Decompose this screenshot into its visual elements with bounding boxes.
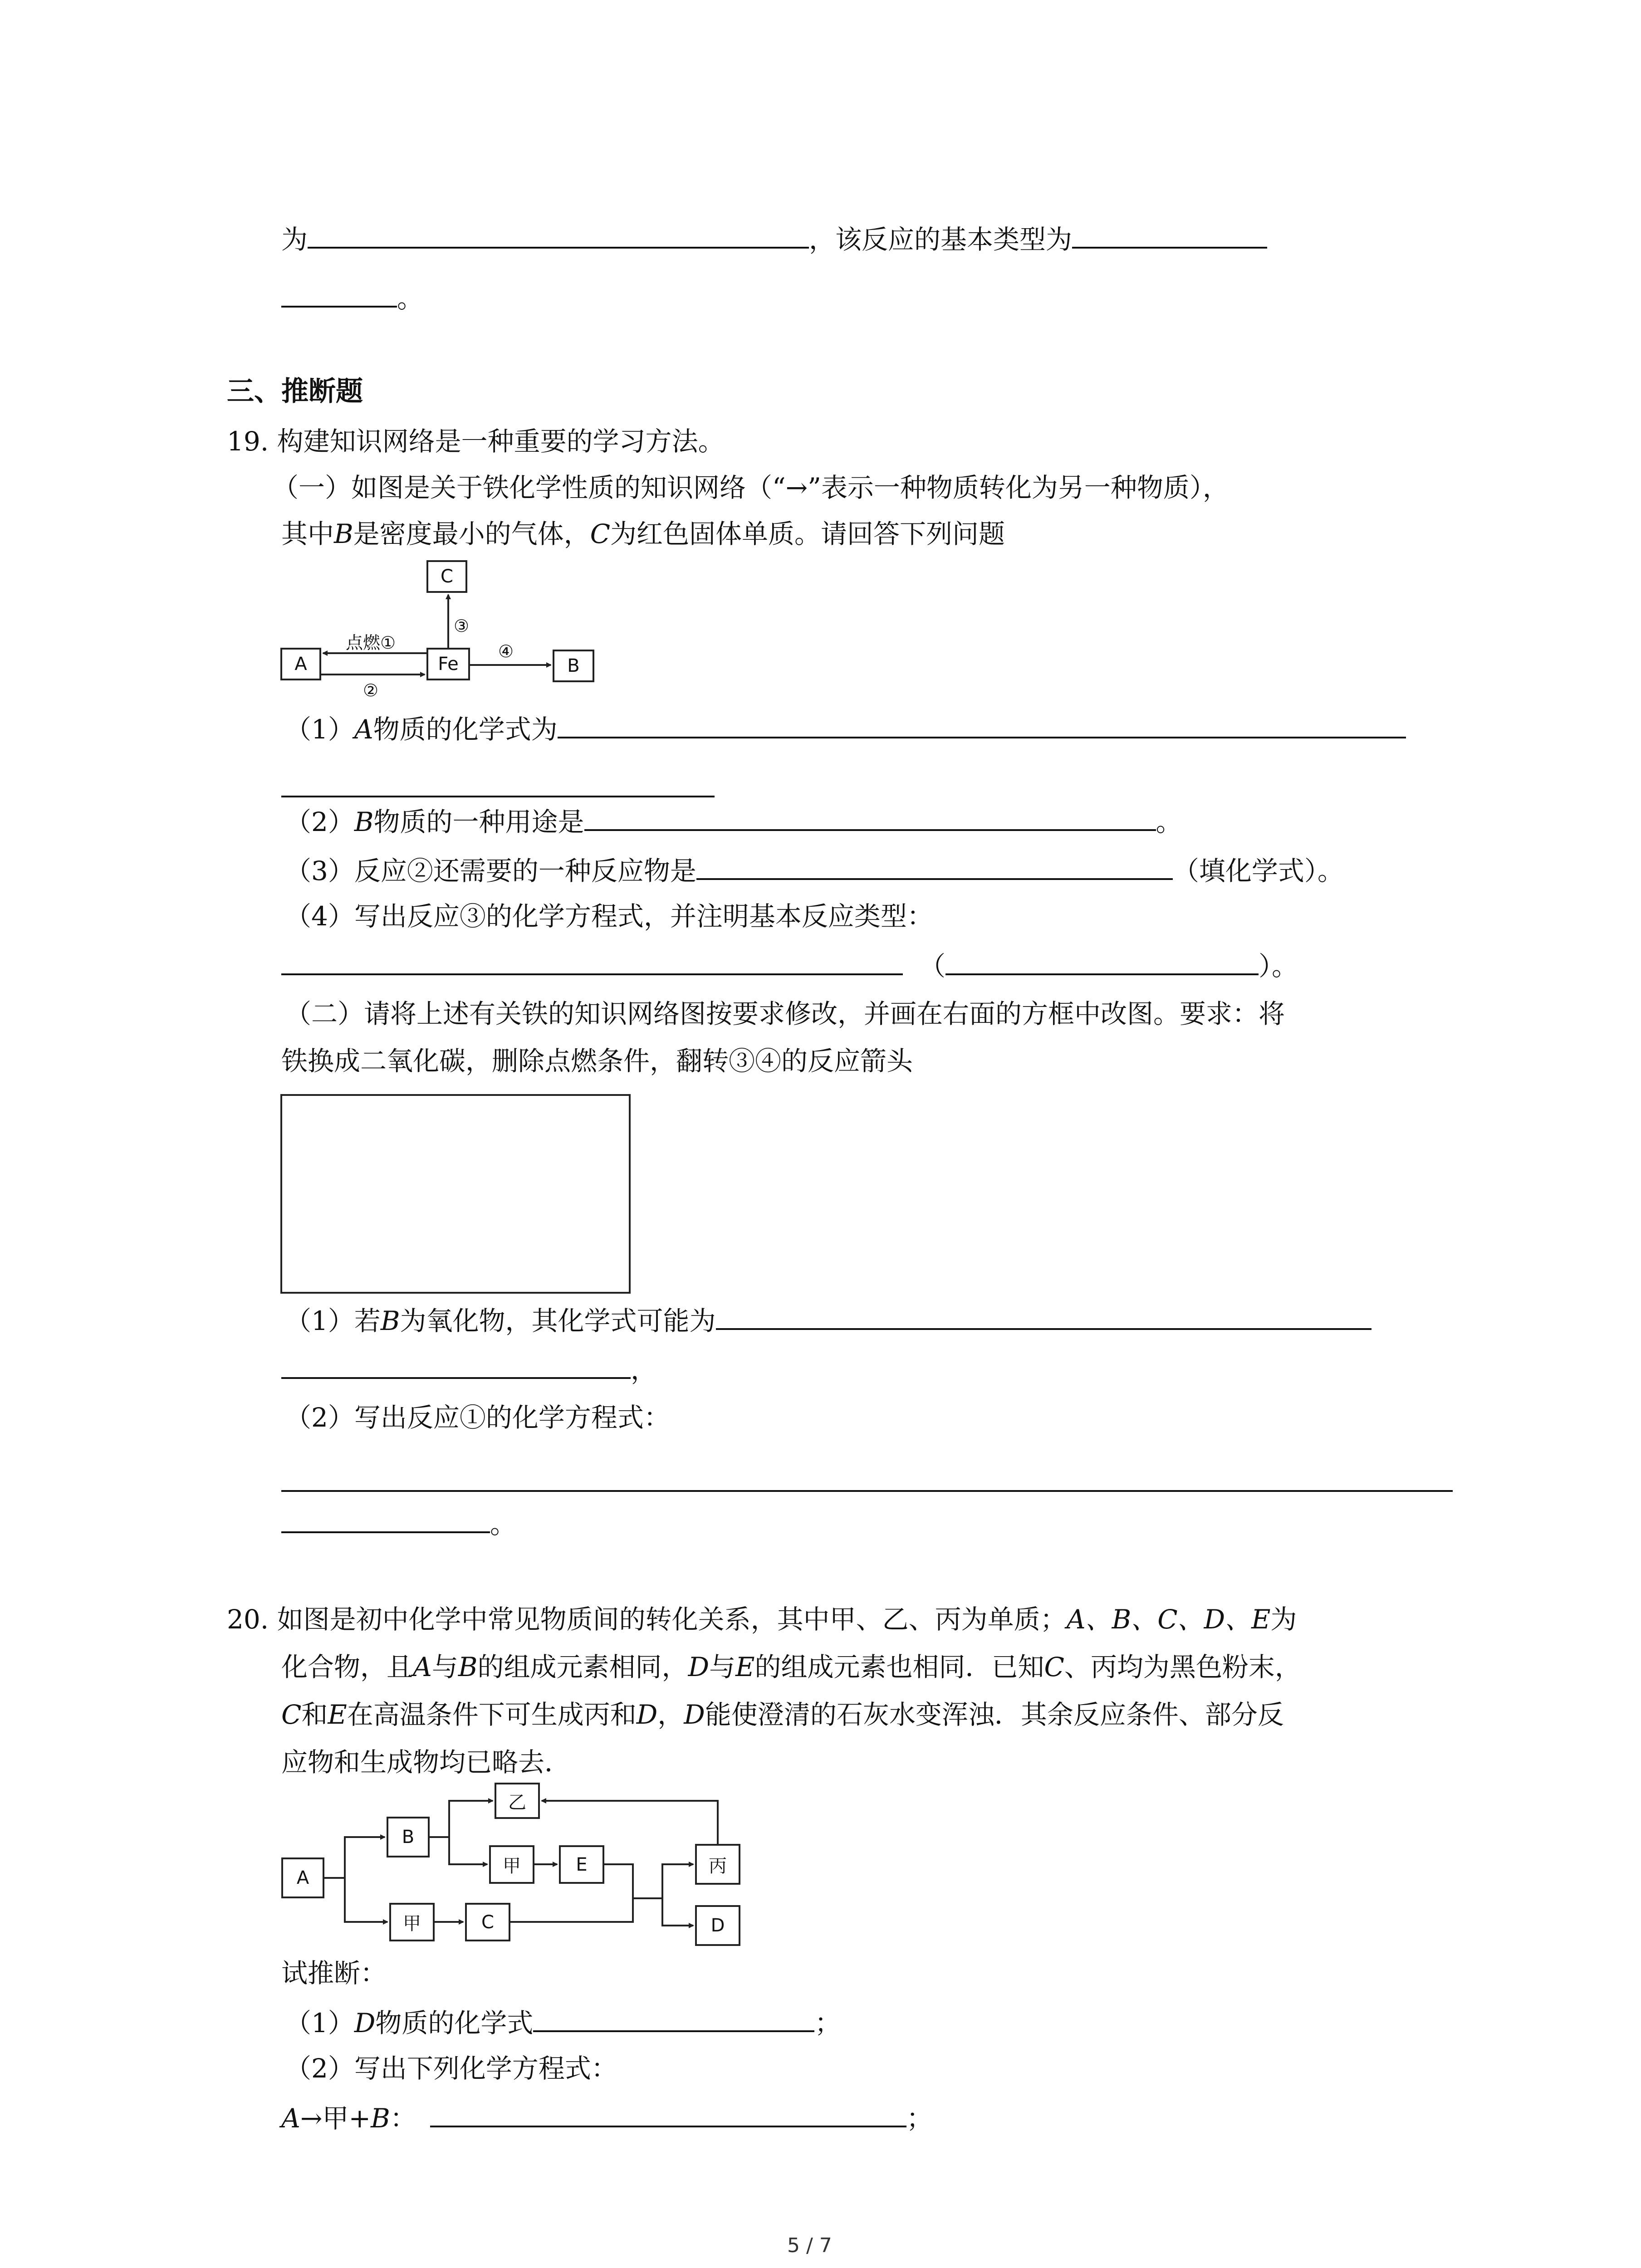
- q20-1: [285, 2005, 841, 2039]
- text: 和: [301, 1699, 328, 1730]
- arrow-to-bing: [662, 1864, 693, 1898]
- var: A: [413, 1652, 432, 1682]
- period: 。: [490, 1509, 517, 1540]
- var-D: D: [354, 2008, 376, 2038]
- text: 是密度最小的气体，: [353, 518, 590, 549]
- text: 、丙均为黑色粉末，: [1064, 1652, 1301, 1682]
- page-number: 5 / 7: [787, 2234, 832, 2257]
- text: 在高温条件下可生成丙和: [347, 1699, 637, 1730]
- period: 。: [397, 283, 424, 314]
- q20-eq: [281, 2100, 933, 2134]
- q19-part2-line-a: （二）请将上述有关铁的知识网络图按要求修改，并画在右面的方框中改图。要求：将: [285, 998, 1285, 1029]
- q19-part1-line-a: （一）如图是关于铁化学性质的知识网络（“→”表示一种物质转化为另一种物质），: [272, 472, 1229, 503]
- text: （1）: [285, 714, 354, 745]
- diagram2-box-B: B: [387, 1817, 430, 1857]
- q20-line-d: 应物和生成物均已略去．: [281, 1747, 571, 1778]
- var: C: [1044, 1652, 1064, 1682]
- diagram1-box-B: B: [553, 650, 594, 682]
- text: 物质的一种用途是: [373, 807, 584, 837]
- var: D: [684, 1699, 705, 1730]
- text: 20. 如图是初中化学中常见物质间的转化关系，其中甲、乙、丙为单质；: [227, 1604, 1067, 1635]
- var-A: A: [281, 2103, 300, 2134]
- text: （3）反应②还需要的一种反应物是: [285, 855, 696, 886]
- open-paren: （: [919, 951, 946, 982]
- diagram2-box-A: A: [281, 1857, 324, 1898]
- text: 为: [1270, 1604, 1297, 1635]
- text: 与: [431, 1652, 458, 1682]
- text: （1）: [285, 2008, 354, 2038]
- var: D: [636, 1699, 658, 1730]
- diagram1-box-Fe: Fe: [426, 648, 470, 680]
- text: 的组成元素相同，: [477, 1652, 688, 1682]
- diagram2-box-yi: 乙: [495, 1783, 540, 1819]
- text: →甲+: [300, 2103, 371, 2134]
- var: D: [688, 1652, 710, 1682]
- text: 物质的化学式: [375, 2008, 534, 2038]
- q19-stem: 19. 构建知识网络是一种重要的学习方法。: [227, 426, 725, 457]
- var-B: B: [371, 2103, 390, 2134]
- diagram2-box-bing: 丙: [695, 1844, 740, 1885]
- period: 。: [1156, 807, 1182, 837]
- text: 化合物，且: [281, 1652, 413, 1682]
- var-A: A: [354, 714, 373, 745]
- text: ：: [390, 2103, 416, 2134]
- arrow-a-to-jia: [345, 1878, 387, 1922]
- label-reaction-3: ③: [454, 616, 470, 636]
- q19-part2-line-b: 铁换成二氧化碳，删除点燃条件，翻转③④的反应箭头: [281, 1046, 913, 1076]
- q19-p2-2: （2）写出反应①的化学方程式：: [285, 1402, 670, 1433]
- q20-2: （2）写出下列化学方程式：: [285, 2053, 617, 2084]
- section-heading: 三、推断题: [227, 376, 363, 407]
- q20-try: 试推断：: [281, 1958, 387, 1989]
- text: 的组成元素也相同．已知: [754, 1652, 1044, 1682]
- semicolon: ；: [906, 2103, 933, 2134]
- text: 物质的化学式为: [373, 714, 558, 745]
- answer-blank-20-2[interactable]: [430, 2100, 906, 2127]
- diagram2-box-jia-2: 甲: [389, 1903, 435, 1941]
- diagram2-box-D: D: [695, 1905, 740, 1946]
- arrow-to-d: [662, 1898, 693, 1926]
- comma: ，: [631, 1354, 657, 1385]
- diagram1-box-A: A: [280, 648, 321, 680]
- diagram2-box-jia-1: 甲: [489, 1845, 534, 1884]
- var-B: B: [380, 1305, 400, 1336]
- var-B: B: [334, 518, 353, 549]
- var: E: [735, 1652, 755, 1682]
- text: 与: [709, 1652, 736, 1682]
- label-reaction-4: ④: [498, 641, 514, 661]
- var: B: [458, 1652, 478, 1682]
- text: 能使澄清的石灰水变浑浊．其余反应条件、部分反: [705, 1699, 1284, 1730]
- label-ignite-1: 点燃①: [346, 633, 396, 653]
- text: ，: [657, 1699, 684, 1730]
- text: 其中: [281, 518, 334, 549]
- text: 为红色固体单质。请回答下列问题: [610, 518, 1005, 549]
- q19-4: （4）写出反应③的化学方程式，并注明基本反应类型：: [285, 901, 933, 932]
- text: （填化学式）。: [1172, 855, 1344, 886]
- arrow-bing-to-yi: [542, 1801, 718, 1844]
- var: C: [281, 1699, 302, 1730]
- vars: A、B、C、D、E: [1066, 1604, 1271, 1635]
- answer-blank-20-1[interactable]: [533, 2005, 814, 2032]
- text: （2）: [285, 807, 354, 837]
- label-reaction-2: ②: [363, 680, 379, 700]
- diagram2-box-E: E: [559, 1845, 604, 1884]
- var-C: C: [590, 518, 611, 549]
- text-reaction-type: ，该反应的基本类型为: [809, 224, 1073, 255]
- text-wei: 为: [281, 224, 308, 255]
- arrow-b-to-jia: [449, 1837, 487, 1864]
- semicolon: ；: [814, 2008, 841, 2038]
- text: 为氧化物，其化学式可能为: [400, 1305, 716, 1336]
- var: E: [328, 1699, 347, 1730]
- arrow-b-to-yi: [430, 1801, 493, 1837]
- close-paren: ）。: [1259, 951, 1298, 982]
- merge-e-c: [510, 1864, 633, 1922]
- var-B: B: [354, 807, 374, 837]
- diagram2-box-C: C: [465, 1903, 510, 1941]
- arrow-a-to-b: [324, 1837, 385, 1878]
- diagram1-box-C: C: [426, 560, 467, 593]
- text: （1）若: [285, 1305, 381, 1336]
